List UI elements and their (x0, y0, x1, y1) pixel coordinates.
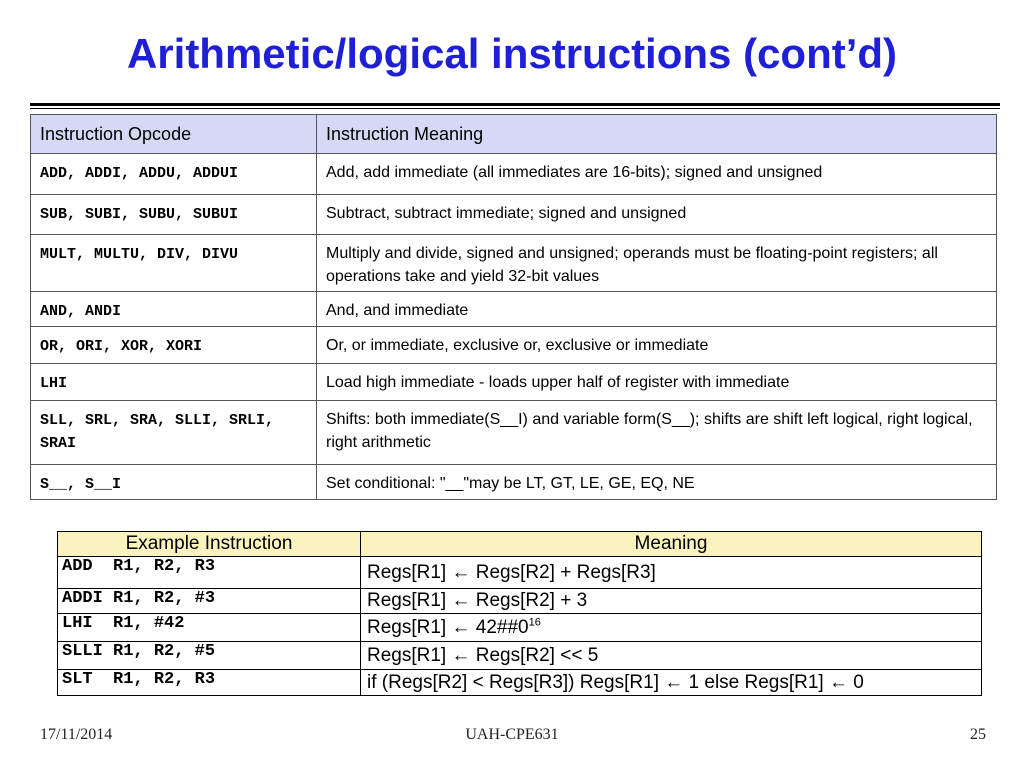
table-row (58, 642, 982, 670)
example-meaning-cell: Regs[R1] ← Regs[R2] + Regs[R3] (361, 557, 982, 589)
meaning-cell: Shifts: both immediate(S__I) and variable form(S__); shifts are shift left logical, right logical, right arithmetic (317, 401, 997, 465)
opcode-cell: OR, ORI, XOR, XORI (31, 327, 317, 364)
title-divider-thin (30, 108, 1000, 109)
meaning-cell: Add, add immediate (all immediates are 16-bits); signed and unsigned (317, 154, 997, 195)
table-row (31, 195, 997, 235)
table-row (58, 557, 982, 589)
table-row (31, 465, 997, 500)
meaning-cell: And, and immediate (317, 292, 997, 327)
footer-page-number: 25 (970, 726, 986, 743)
meaning-cell: Multiply and divide, signed and unsigned; operands must be floating-point registers; all operations take and yield 32-bit values (317, 235, 997, 292)
instruction-table-header (31, 115, 997, 154)
header-meaning: Instruction Meaning (317, 115, 997, 154)
opcode-cell: SLL, SRL, SRA, SLLI, SRLI, SRAI (31, 401, 317, 465)
example-meaning-cell: Regs[R1] ← Regs[R2] << 5 (361, 642, 982, 670)
example-instruction-cell: ADD R1, R2, R3 (58, 557, 361, 589)
opcode-cell: ADD, ADDI, ADDU, ADDUI (31, 154, 317, 195)
example-meaning-cell (361, 614, 982, 642)
opcode-cell: S__, S__I (31, 465, 317, 500)
opcode-cell: LHI (31, 364, 317, 401)
example-instruction-cell: SLT R1, R2, R3 (58, 670, 361, 696)
table-row (58, 589, 982, 614)
meaning-cell: Load high immediate - loads upper half of register with immediate (317, 364, 997, 401)
slide-title: Arithmetic/logical instructions (cont’d) (126, 30, 898, 77)
meaning-cell: Or, or immediate, exclusive or, exclusive or immediate (317, 327, 997, 364)
example-meaning-cell: Regs[R1] ← Regs[R2] + 3 (361, 589, 982, 614)
superscript-exponent: 16 (528, 616, 541, 629)
example-instruction-cell: LHI R1, #42 (58, 614, 361, 642)
title-divider-thick (30, 103, 1000, 106)
table-row (31, 235, 997, 292)
table-row (31, 401, 997, 465)
example-table (57, 531, 982, 696)
header-opcode: Instruction Opcode (31, 115, 317, 154)
opcode-cell: MULT, MULTU, DIV, DIVU (31, 235, 317, 292)
example-instruction-cell: SLLI R1, R2, #5 (58, 642, 361, 670)
header-example-meaning: Meaning (361, 532, 982, 557)
table-row (31, 364, 997, 401)
instruction-table (30, 114, 997, 500)
table-row (58, 670, 982, 696)
meaning-cell: Subtract, subtract immediate; signed and unsigned (317, 195, 997, 235)
footer-date: 17/11/2014 (40, 726, 113, 743)
header-example-instruction: Example Instruction (58, 532, 361, 557)
table-row (31, 154, 997, 195)
table-row (31, 292, 997, 327)
example-table-header (58, 532, 982, 557)
meaning-cell: Set conditional: "__"may be LT, GT, LE, GE, EQ, NE (317, 465, 997, 500)
example-meaning-text: Regs[R1] ← 42##0 (367, 616, 529, 638)
footer-course: UAH-CPE631 (465, 726, 559, 743)
example-instruction-cell: ADDI R1, R2, #3 (58, 589, 361, 614)
table-row (58, 614, 982, 642)
table-row (31, 327, 997, 364)
example-meaning-cell: if (Regs[R2] < Regs[R3]) Regs[R1] ← 1 else Regs[R1] ← 0 (361, 670, 982, 696)
opcode-cell: AND, ANDI (31, 292, 317, 327)
opcode-cell: SUB, SUBI, SUBU, SUBUI (31, 195, 317, 235)
